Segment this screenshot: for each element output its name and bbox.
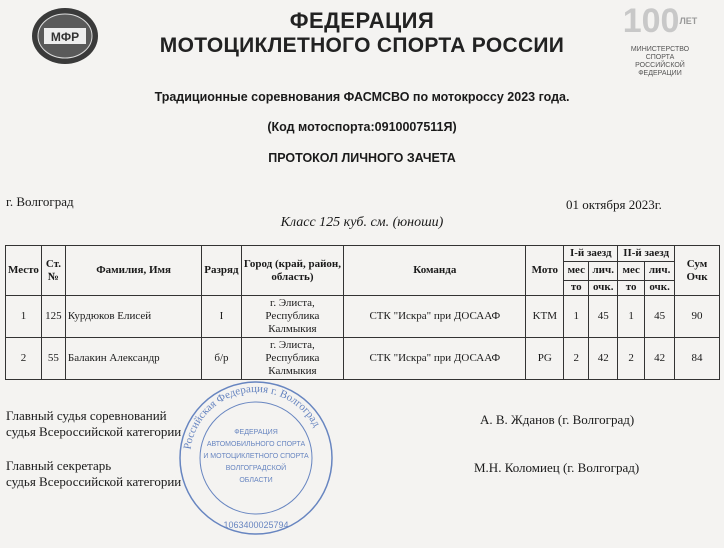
header-race2-place: мес то (618, 262, 645, 296)
stamp-outer-text: Российская Федерация г. Волгоград (181, 382, 323, 451)
official-stamp (176, 378, 336, 538)
chief-judge-name: А. В. Жданов (г. Волгоград) (480, 412, 635, 427)
cell-r1-points: 42 (589, 338, 618, 380)
header-race1-place: мес то (564, 262, 589, 296)
class-title: Класс 125 куб. см. (юноши) (280, 215, 444, 230)
cell-name: Балакин Александр (65, 338, 201, 380)
header-rank: Разряд (202, 246, 241, 296)
cell-moto: KTM (526, 296, 564, 338)
event-title: Традиционные соревнования ФАСМСВО по мотокроссу 2023 года. (154, 90, 570, 104)
cell-team: СТК "Искра" при ДОСААФ (344, 338, 526, 380)
cell-place: 1 (6, 296, 42, 338)
stamp-inner-1: ФЕДЕРАЦИЯ (234, 429, 278, 436)
cell-sum: 90 (675, 296, 720, 338)
chief-judge-title: Главный судья соревнований судья Всероссийской категории (6, 408, 182, 439)
header-name: Фамилия, Имя (65, 246, 201, 296)
logo-sub: ЛЕТ (679, 16, 698, 26)
cell-rank: I (202, 296, 241, 338)
table-row (6, 296, 720, 338)
cell-r2-points: 45 (645, 296, 675, 338)
header-start-no: Ст. № (41, 246, 65, 296)
cell-r2-place: 2 (618, 338, 645, 380)
cell-name: Курдюков Елисей (65, 296, 201, 338)
cell-r2-points: 42 (645, 338, 675, 380)
protocol-title: ПРОТОКОЛ ЛИЧНОГО ЗАЧЕТА (268, 151, 456, 165)
cell-r1-place: 1 (564, 296, 589, 338)
federation-title-line2: МОТОЦИКЛЕТНОГО СПОРТА РОССИИ (159, 34, 565, 57)
cell-r1-place: 2 (564, 338, 589, 380)
cell-r2-place: 1 (618, 296, 645, 338)
cell-rank: б/р (202, 338, 241, 380)
stamp-inner-2: АВТОМОБИЛЬНОГО СПОРТА (206, 441, 306, 448)
header-moto: Мото (526, 246, 564, 296)
cell-start-no: 55 (41, 338, 65, 380)
stamp-inner-4: ВОЛГОГРАДСКОЙ (225, 465, 287, 472)
date: 01 октября 2023г. (566, 197, 662, 212)
header-race2: II-й заезд (618, 246, 675, 262)
city: г. Волгоград (6, 194, 74, 209)
federation-title-line1: ФЕДЕРАЦИЯ (289, 8, 435, 33)
logo-number: 100 (622, 2, 680, 40)
event-code: (Код мотоспорта:0910007511Я) (267, 120, 457, 134)
header-race1: I-й заезд (564, 246, 618, 262)
results-table (5, 245, 720, 380)
cell-team: СТК "Искра" при ДОСААФ (344, 296, 526, 338)
chief-secretary-name: М.Н. Коломиец (г. Волгоград) (474, 460, 640, 475)
table-row (6, 338, 720, 380)
header-race2-points: лич. очк. (645, 262, 675, 296)
cell-start-no: 125 (41, 296, 65, 338)
header-team: Команда (344, 246, 526, 296)
header-city: Город (край, район, область) (241, 246, 344, 296)
logo-caption-1: МИНИСТЕРСТВО СПОРТА (630, 46, 690, 61)
cell-sum: 84 (675, 338, 720, 380)
logo-caption-2: РОССИЙСКОЙ ФЕДЕРАЦИИ (635, 62, 685, 77)
svg-text:МФР: МФР (50, 30, 80, 44)
header-sum: Сум Очк (675, 246, 720, 296)
stamp-inner-3: И МОТОЦИКЛЕТНОГО СПОРТА (203, 453, 309, 460)
stamp-number: 1063400025794 (223, 520, 289, 530)
stamp-inner-5: ОБЛАСТИ (239, 477, 273, 484)
cell-city: г. Элиста, Республика Калмыкия (241, 296, 344, 338)
cell-moto: PG (526, 338, 564, 380)
header-race1-points: лич. очк. (589, 262, 618, 296)
header-place: Место (6, 246, 42, 296)
cell-place: 2 (6, 338, 42, 380)
cell-r1-points: 45 (589, 296, 618, 338)
chief-secretary-title: Главный секретарь судья Всероссийской категории (6, 458, 182, 489)
cell-city: г. Элиста, Республика Калмыкия (241, 338, 344, 380)
